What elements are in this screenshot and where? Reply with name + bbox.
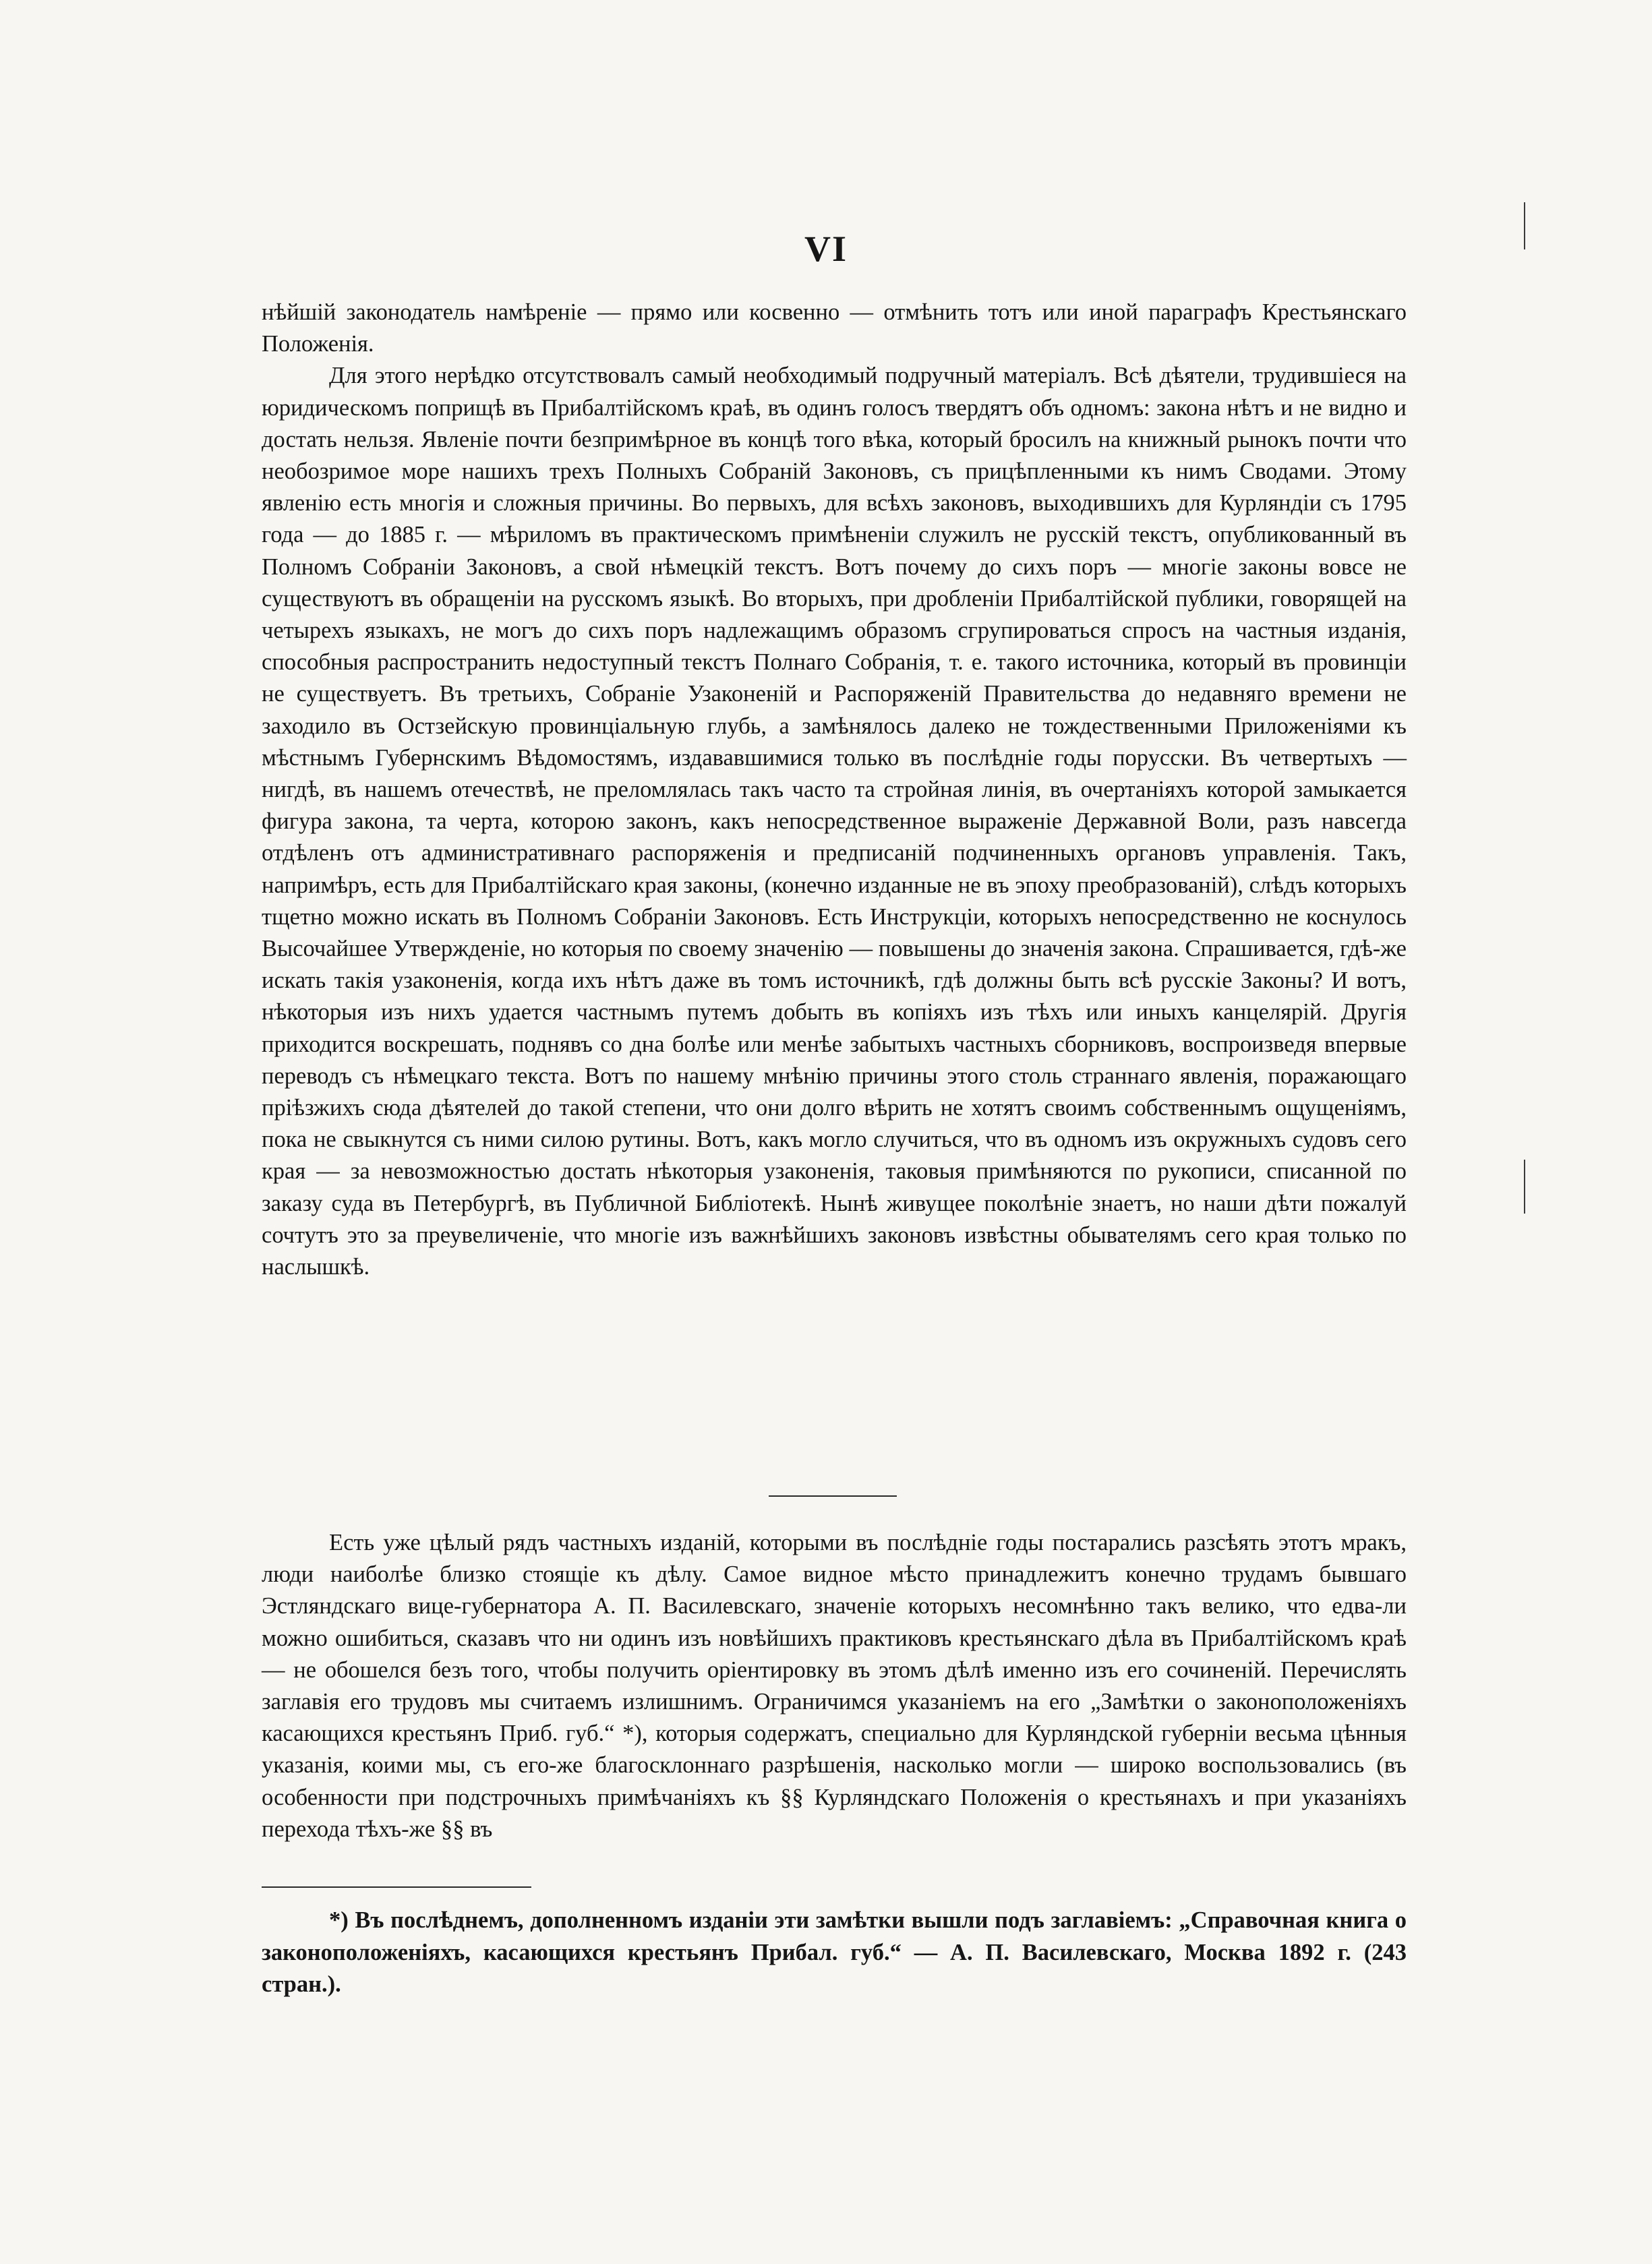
footnote-marker: *) — [329, 1907, 349, 1933]
paragraph-continuation: нѣйшій законодатель намѣреніе — прямо или косвенно — отмѣнить тотъ или иной параграфъ Крестьянскаго Положенія. — [262, 299, 1407, 357]
paragraph-causes: Для этого нерѣдко отсутствовалъ самый необходимый подручный матеріалъ. Всѣ дѣятели, трудившіеся на юридическомъ поприщѣ въ Прибалтійскомъ краѣ, въ одинъ голосъ твердятъ объ одномъ: закона нѣтъ и не видно и достать нельзя. Явленіе почти безпримѣрное въ концѣ того вѣка, который бросилъ на книжный рынокъ почти что необозримое море нашихъ трехъ Полныхъ Собраній Законовъ, съ прицѣпленными къ нимъ Сводами. Этому явленію есть многія и сложныя причины. Во первыхъ, для всѣхъ законовъ, выходившихъ для Курляндіи съ 1795 года — до 1885 г. — мѣриломъ въ практическомъ примѣненіи служилъ не русскій текстъ, опубликованный въ Полномъ Собраніи Законовъ, а свой нѣмецкій текстъ. Вотъ почему до сихъ поръ — многіе законы вовсе не существуютъ въ обращеніи на русскомъ языкѣ. Во вторыхъ, при дробленіи Прибалтійской публики, говорящей на четырехъ языкахъ, не могъ до сихъ поръ надлежащимъ образомъ сгрупироваться спросъ на частныя изданія, способныя распространить недоступный текстъ Полнаго Собранія, т. е. такого источника, который въ провинціи не существуетъ. Въ третьихъ, Собраніе Узаконеній и Распоряженій Правительства до недавняго времени не заходило въ Остзейскую провинціальную глубь, а замѣнялось далеко не тождественными Приложеніями къ мѣстнымъ Губернскимъ Вѣдомостямъ, издававшимися только въ послѣдніе годы порусски. Въ четвертыхъ — нигдѣ, въ нашемъ отечествѣ, не преломлялась такъ часто та стройная линія, въ очертаніяхъ которой замыкается фигура закона, та черта, которою законъ, какъ непосредственное выраженіе Державной Воли, разъ навсегда отдѣленъ отъ административнаго распоряженія и предписаній подчиненныхъ органовъ управленія. Такъ, напримѣръ, есть для Прибалтійскаго края законы, (конечно изданные не въ эпоху преобразованій), слѣдъ которыхъ тщетно можно искать въ Полномъ Собраніи Законовъ. Есть Инструкціи, которыхъ непосредственно не коснулось Высочайшее Утвержденіе, но которыя по своему значенію — повышены до значенія закона. Спрашивается, гдѣ-же искать такія узаконенія, когда ихъ нѣтъ даже въ томъ источникѣ, гдѣ должны быть всѣ русскіе Законы? И вотъ, нѣкоторыя изъ нихъ удается частнымъ путемъ добыть въ копіяхъ изъ тѣхъ или иныхъ канцелярій. Другія приходится воскрешать, поднявъ со дна болѣе или менѣе забытыхъ частныхъ сборниковъ, воспроизведя впервые переводъ съ нѣмецкаго текста. Вотъ по нашему мнѣнію причины этого столь страннаго явленія, поражающаго пріѣзжихъ сюда дѣятелей до такой степени, что они долго вѣрить не хотятъ своимъ собственнымъ ощущеніямъ, пока не свыкнутся съ ними силою рутины. Вотъ, какъ могло случиться, что въ одномъ изъ окружныхъ судовъ сего края — за невозможностью достать нѣкоторыя узаконенія, таковыя примѣняются по рукописи, списанной по заказу суда въ Петербургѣ, въ Публичной Библіотекѣ. Нынѣ живущее поколѣніе знаетъ, но наши дѣти пожалуй сочтутъ это за преувеличеніе, что многіе изъ важнѣйшихъ законовъ извѣстны обывателямъ сего края только по наслышкѣ. — [262, 363, 1407, 1280]
footnote-rule — [262, 1886, 531, 1888]
page-number: VI — [804, 229, 848, 269]
main-text-block — [262, 297, 1407, 1283]
footnote-body — [262, 1905, 1407, 2001]
margin-mark — [1524, 202, 1525, 249]
paragraph-private-editions: Есть уже цѣлый рядъ частныхъ изданій, которыми въ послѣдніе годы постарались разсѣять этотъ мракъ, люди наиболѣе близко стоящіе къ дѣлу. Самое видное мѣсто принадлежитъ конечно трудамъ бывшаго Эстляндскаго вице-губернатора А. П. Василевскаго, значеніе которыхъ несомнѣнно такъ велико, что едва-ли можно ошибиться, сказавъ что ни одинъ изъ новѣйшихъ практиковъ крестьянскаго дѣла въ Прибалтійскомъ краѣ — не обошелся безъ того, чтобы получить оріентировку въ этомъ дѣлѣ именно изъ его сочиненій. Перечислять заглавія его трудовъ мы считаемъ излишнимъ. Ограничимся указаніемъ на его „Замѣтки о законоположеніяхъ касающихся крестьянъ Приб. губ.“ *), которыя содержатъ, специально для Курляндской губерніи весьма цѣнныя указанія, коими мы, съ его-же благосклоннаго разрѣшенія, насколько могли — широко воспользовались (въ особенности при подстрочныхъ примѣчаніяхъ къ §§ Курляндскаго Положенія о крестьянахъ и при указаніяхъ перехода тѣхъ-же §§ въ — [262, 1530, 1407, 1842]
footnote-text: Въ послѣднемъ, дополненномъ изданіи эти замѣтки вышли подъ заглавіемъ: „Справочная книга о законоположеніяхъ, касающихся крестьянъ Прибал. губ.“ — А. П. Василевскаго, Москва 1892 г. (243 стран.). — [262, 1907, 1407, 1997]
margin-mark — [1524, 1160, 1525, 1214]
second-text-block — [262, 1527, 1407, 1845]
footnote — [262, 1905, 1407, 2001]
section-separator — [769, 1495, 897, 1497]
